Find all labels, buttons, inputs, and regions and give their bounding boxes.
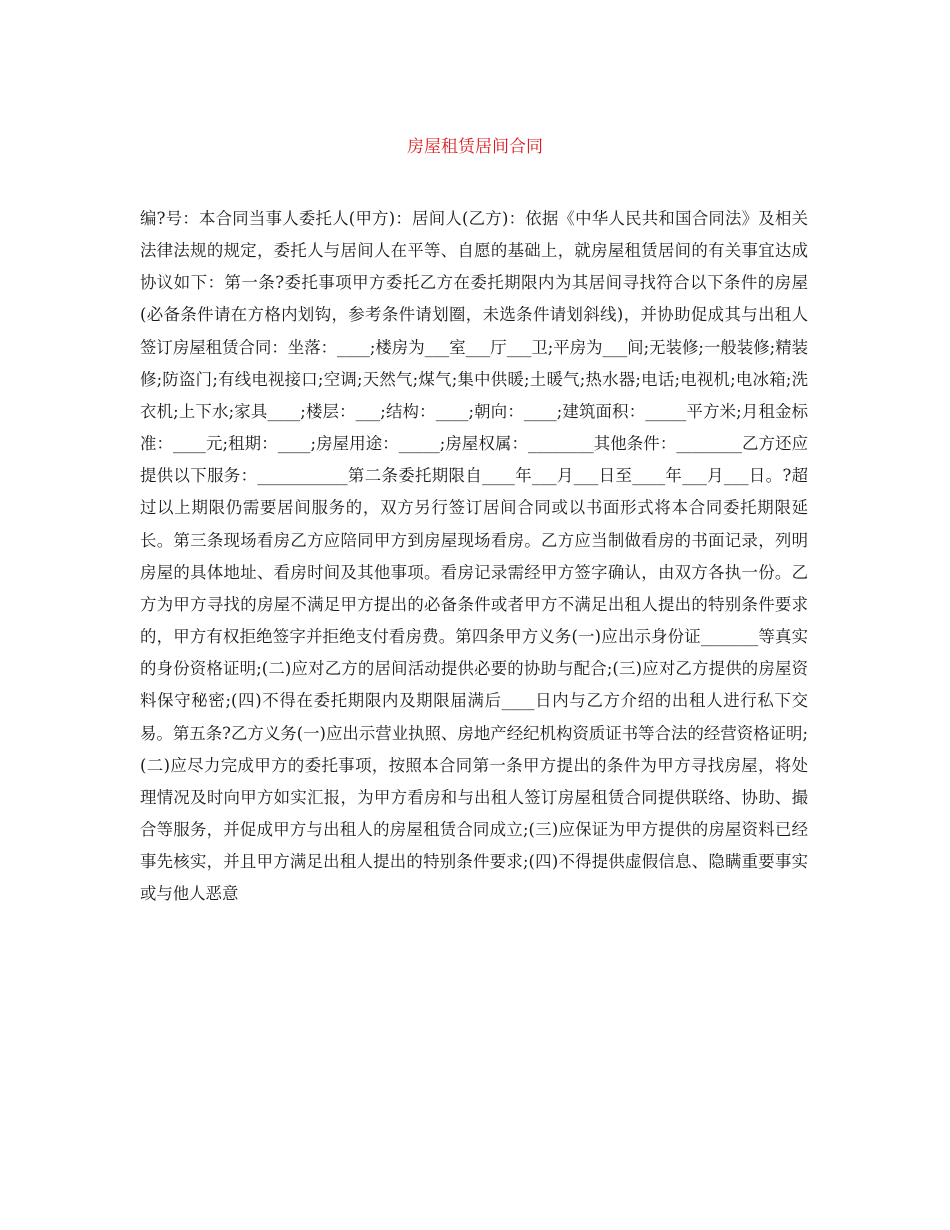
document-body-text: 编?号：本合同当事人委托人(甲方)：居间人(乙方)：依据《中华人民共和国合同法》及相关法律法规的规定，委托人与居间人在平等、自愿的基础上，就房屋租赁居间的有关事宜达成协议如下：第一条?委托事项甲方委托乙方在委托期限内为其居间寻找符合以下条件的房屋(必备条件请在方格内划钩，参考条件请划圈，未选条件请划斜线)，并协助促成其与出租人签订房屋租赁合同：坐落：____;楼房为___室___厅___卫;平房为___间;无装修;一般装修;精装修;防盗门;有线电视接口;空调;天然气;煤气;集中供暖;土暖气;热水器;电话;电视机;电冰箱;洗衣机;上下水;家具____;楼层：___;结构：____;朝向：____;建筑面积：_____平方米;月租金标准：____元;租期：____;房屋用途：_____;房屋权属：________其他条件：________乙方还应提供以下服务：___________第二条委托期限自____年___月___日至____年___月___日。?超过以上期限仍需要居间服务的，双方另行签订居间合同或以书面形式将本合同委托期限延长。第三条现场看房乙方应陪同甲方到房屋现场看房。乙方应当制做看房的书面记录，列明房屋的具体地址、看房时间及其他事项。看房记录需经甲方签字确认，由双方各执一份。乙方为甲方寻找的房屋不满足甲方提出的必备条件或者甲方不满足出租人提出的特别条件要求的，甲方有权拒绝签字并拒绝支付看房费。第四条甲方义务(一)应出示身份证_______等真实的身份资格证明;(二)应对乙方的居间活动提供必要的协助与配合;(三)应对乙方提供的房屋资料保守秘密;(四)不得在委托期限内及期限届满后____日内与乙方介绍的出租人进行私下交易。第五条?乙方义务(一)应出示营业执照、房地产经纪机构资质证书等合法的经营资格证明;(二)应尽力完成甲方的委托事项，按照本合同第一条甲方提出的条件为甲方寻找房屋，将处理情况及时向甲方如实汇报，为甲方看房和与出租人签订房屋租赁合同提供联络、协助、撮合等服务，并促成甲方与出租人的房屋租赁合同成立;(三)应保证为甲方提供的房屋资料已经事先核实，并且甲方满足出租人提出的特别条件要求;(四)不得提供虚假信息、隐瞒重要事实或与他人恶意	[140, 209, 808, 904]
document-title: 房屋租赁居间合同	[407, 137, 543, 157]
